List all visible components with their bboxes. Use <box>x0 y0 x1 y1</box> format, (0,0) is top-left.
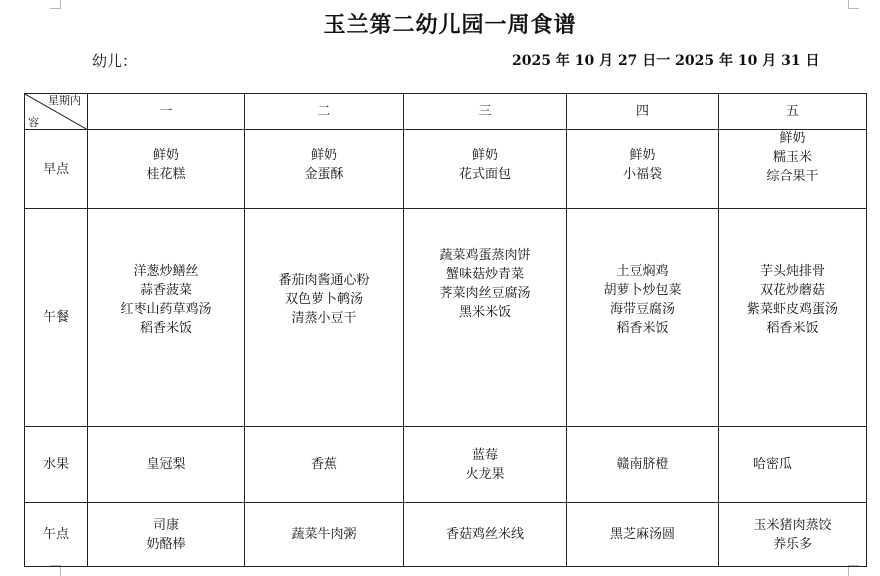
meal-label-morning: 早点 <box>25 130 88 209</box>
menu-item: 海带豆腐汤 <box>609 301 675 317</box>
day-header-1: 一 <box>88 94 245 130</box>
day-header-4: 四 <box>567 94 719 130</box>
menu-item: 胡萝卜炒包菜 <box>603 282 682 298</box>
day-header-2: 二 <box>245 94 404 130</box>
document-title: 玉兰第二幼儿园一周食谱 <box>323 12 577 38</box>
menu-item: 鲜奶 <box>779 130 806 146</box>
menu-item: 司康 <box>152 517 179 533</box>
menu-item: 黑米米饭 <box>458 304 511 320</box>
corner-header-top: 星期内 <box>48 94 81 107</box>
menu-row-fruit <box>25 427 867 503</box>
meal-label-lunch: 午餐 <box>25 209 88 427</box>
menu-item: 双花炒蘑菇 <box>759 282 825 298</box>
day-header-5: 五 <box>719 94 867 130</box>
menu-cell <box>88 209 245 427</box>
menu-cell <box>404 427 567 503</box>
menu-item: 鲜奶 <box>629 148 656 163</box>
menu-item: 桂花糕 <box>146 167 186 182</box>
menu-cell <box>719 503 867 567</box>
menu-cell <box>88 503 245 567</box>
menu-cell <box>719 130 867 209</box>
menu-item: 小福袋 <box>622 167 662 182</box>
menu-cell <box>404 503 567 567</box>
menu-cell <box>567 503 719 567</box>
menu-item: 芋头炖排骨 <box>759 263 825 279</box>
date-range: 2025 年 10 月 27 日一 2025 年 10 月 31 日 <box>512 53 820 69</box>
menu-item: 清蒸小豆干 <box>291 311 357 326</box>
menu-item: 稻香米饭 <box>766 320 819 336</box>
menu-cell <box>567 130 719 209</box>
menu-item: 蒜香菠菜 <box>139 282 192 298</box>
menu-item: 鲜奶 <box>310 148 337 163</box>
menu-cell <box>245 427 404 503</box>
menu-row-afternoon <box>25 503 867 567</box>
menu-cell <box>88 130 245 209</box>
menu-cell <box>404 209 567 427</box>
menu-item: 蔬菜鸡蛋蒸肉饼 <box>439 247 531 263</box>
menu-item: 双色萝卜鹌汤 <box>284 292 363 307</box>
meal-label-afternoon: 午点 <box>25 503 88 567</box>
menu-item: 稻香米饭 <box>139 320 192 336</box>
child-label: 幼儿： <box>92 52 138 70</box>
menu-cell <box>567 427 719 503</box>
menu-item: 紫菜虾皮鸡蛋汤 <box>746 301 838 317</box>
corner-header-cell <box>25 94 88 130</box>
header-row <box>25 94 867 130</box>
menu-item: 黑芝麻汤圆 <box>609 527 675 542</box>
menu-item: 哈密瓜 <box>752 457 792 472</box>
weekly-menu-table <box>24 93 867 567</box>
menu-cell <box>719 427 867 503</box>
menu-item: 蔬菜牛肉粥 <box>291 527 357 542</box>
corner-header-bottom: 容 <box>28 116 39 129</box>
menu-item: 皇冠梨 <box>146 457 186 472</box>
menu-item: 奶酪棒 <box>146 536 186 552</box>
menu-cell <box>245 209 404 427</box>
menu-item: 玉米猪肉蒸饺 <box>753 517 832 533</box>
menu-item: 土豆焖鸡 <box>616 263 669 279</box>
menu-item: 香菇鸡丝米线 <box>445 527 524 542</box>
menu-cell <box>88 427 245 503</box>
menu-cell <box>245 503 404 567</box>
menu-item: 赣南脐橙 <box>616 457 669 472</box>
menu-cell <box>245 130 404 209</box>
meal-label-fruit: 水果 <box>25 427 88 503</box>
menu-cell <box>719 209 867 427</box>
menu-row-lunch <box>25 209 867 427</box>
menu-cell <box>567 209 719 427</box>
menu-item: 鲜奶 <box>152 148 179 163</box>
menu-item: 香蕉 <box>310 457 337 472</box>
menu-item: 蓝莓 <box>471 447 498 463</box>
menu-item: 红枣山药草鸡汤 <box>120 301 212 317</box>
menu-item: 花式面包 <box>458 167 511 182</box>
menu-item: 番茄肉酱通心粉 <box>278 273 370 288</box>
day-header-3: 三 <box>404 94 567 130</box>
menu-item: 金蛋酥 <box>304 167 344 182</box>
menu-item: 养乐多 <box>772 536 812 552</box>
menu-item: 洋葱炒鳝丝 <box>133 263 199 279</box>
menu-item: 综合果干 <box>766 168 819 184</box>
menu-item: 火龙果 <box>465 466 505 482</box>
menu-item: 糯玉米 <box>772 149 812 165</box>
menu-item: 荠菜肉丝豆腐汤 <box>439 285 531 301</box>
menu-item: 蟹味菇炒青菜 <box>445 266 524 282</box>
menu-row-morning <box>25 130 867 209</box>
menu-item: 鲜奶 <box>471 148 498 163</box>
menu-item: 稻香米饭 <box>616 320 669 336</box>
menu-cell <box>404 130 567 209</box>
